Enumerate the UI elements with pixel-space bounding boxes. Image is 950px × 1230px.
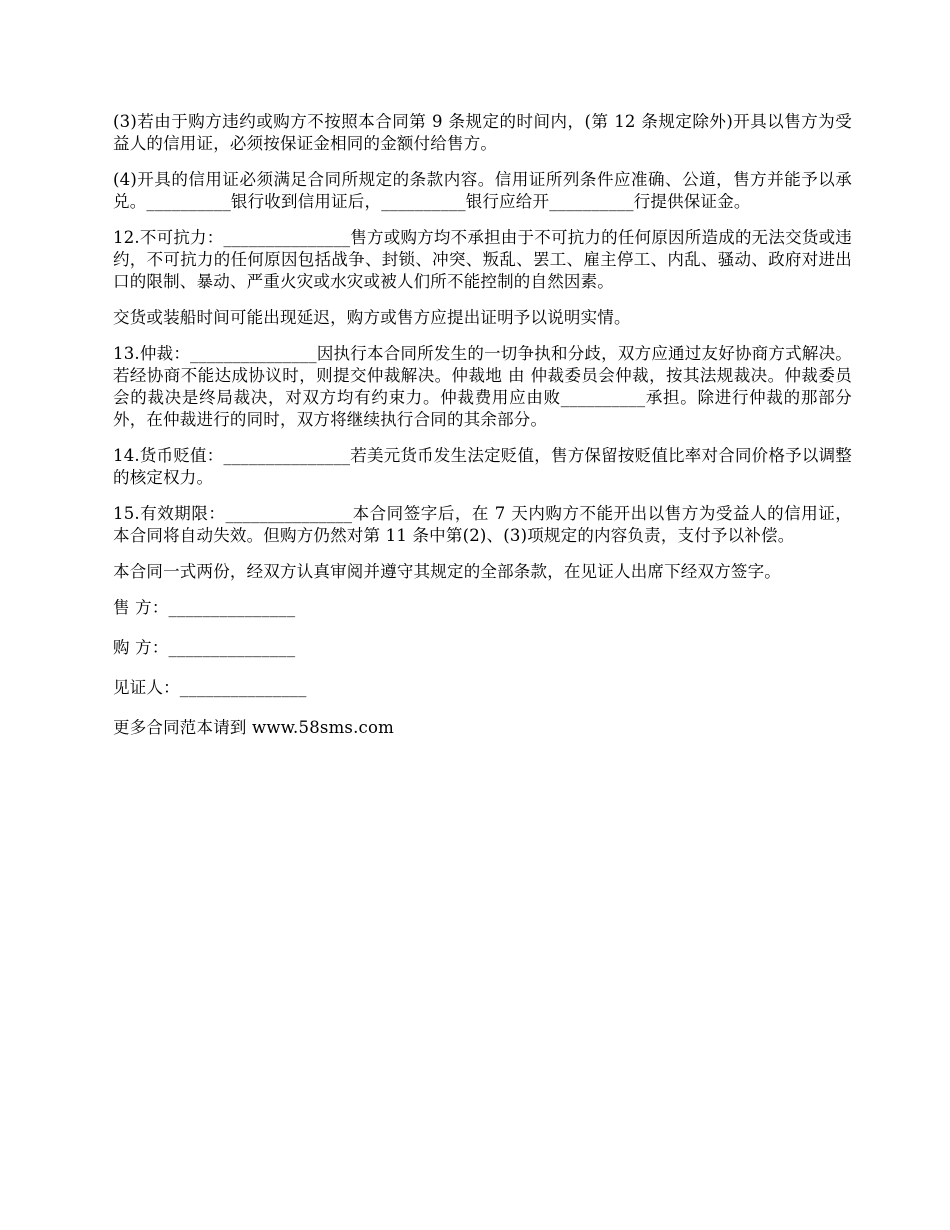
clause-14-devaluation: 14.货币贬值：_______________若美元货币发生法定贬值，售方保留按贬值比率对合同价格予以调整的核定权力。: [113, 446, 852, 487]
seller-signature-line: 售 方：_______________: [113, 598, 296, 617]
buyer-signature-line: 购 方：_______________: [113, 638, 296, 657]
clause-13-arbitration: 13.仲裁：_______________因执行本合同所发生的一切争执和分歧，双方应通过友好协商方式解决。若经协商不能达成协议时，则提交仲裁解决。仲裁地 由 仲裁委员会仲裁，按其法规裁决。仲裁委员会的裁决是终局裁决，对双方均有约束力。仲裁费用应由败__________承担。除进行仲裁的那部分外，在仲裁进行的同时，双方将继续执行合同的其余部分。: [113, 344, 852, 429]
clause-12-delay-note: 交货或装船时间可能出现延迟，购方或售方应提出证明予以说明实情。: [113, 308, 631, 327]
contract-closing-statement: 本合同一式两份，经双方认真审阅并遵守其规定的全部条款，在见证人出席下经双方签字。: [113, 562, 781, 581]
footer-link-text: 更多合同范本请到 www.58sms.com: [113, 718, 394, 737]
clause-15-validity: 15.有效期限：_______________本合同签字后，在 7 天内购方不能开出以售方为受益人的信用证，本合同将自动失效。但购方仍然对第 11 条中第(2)、(3)项规定的内容负责，支付予以补偿。: [113, 504, 852, 545]
witness-signature-line: 见证人：_______________: [113, 678, 307, 697]
clause-12-force-majeure: 12.不可抗力：_______________售方或购方均不承担由于不可抗力的任何原因所造成的无法交货或违约，不可抗力的任何原因包括战争、封锁、冲突、叛乱、罢工、雇主停工、内乱、骚动、政府对进出口的限制、暴动、严重火灾或水灾或被人们所不能控制的自然因素。: [113, 228, 852, 291]
clause-11-4: (4)开具的信用证必须满足合同所规定的条款内容。信用证所列条件应准确、公道，售方并能予以承兑。__________银行收到信用证后，__________银行应给开__________行提供保证金。: [113, 170, 852, 211]
clause-11-3: (3)若由于购方违约或购方不按照本合同第 9 条规定的时间内，(第 12 条规定除外)开具以售方为受益人的信用证，必须按保证金相同的金额付给售方。: [113, 112, 852, 153]
